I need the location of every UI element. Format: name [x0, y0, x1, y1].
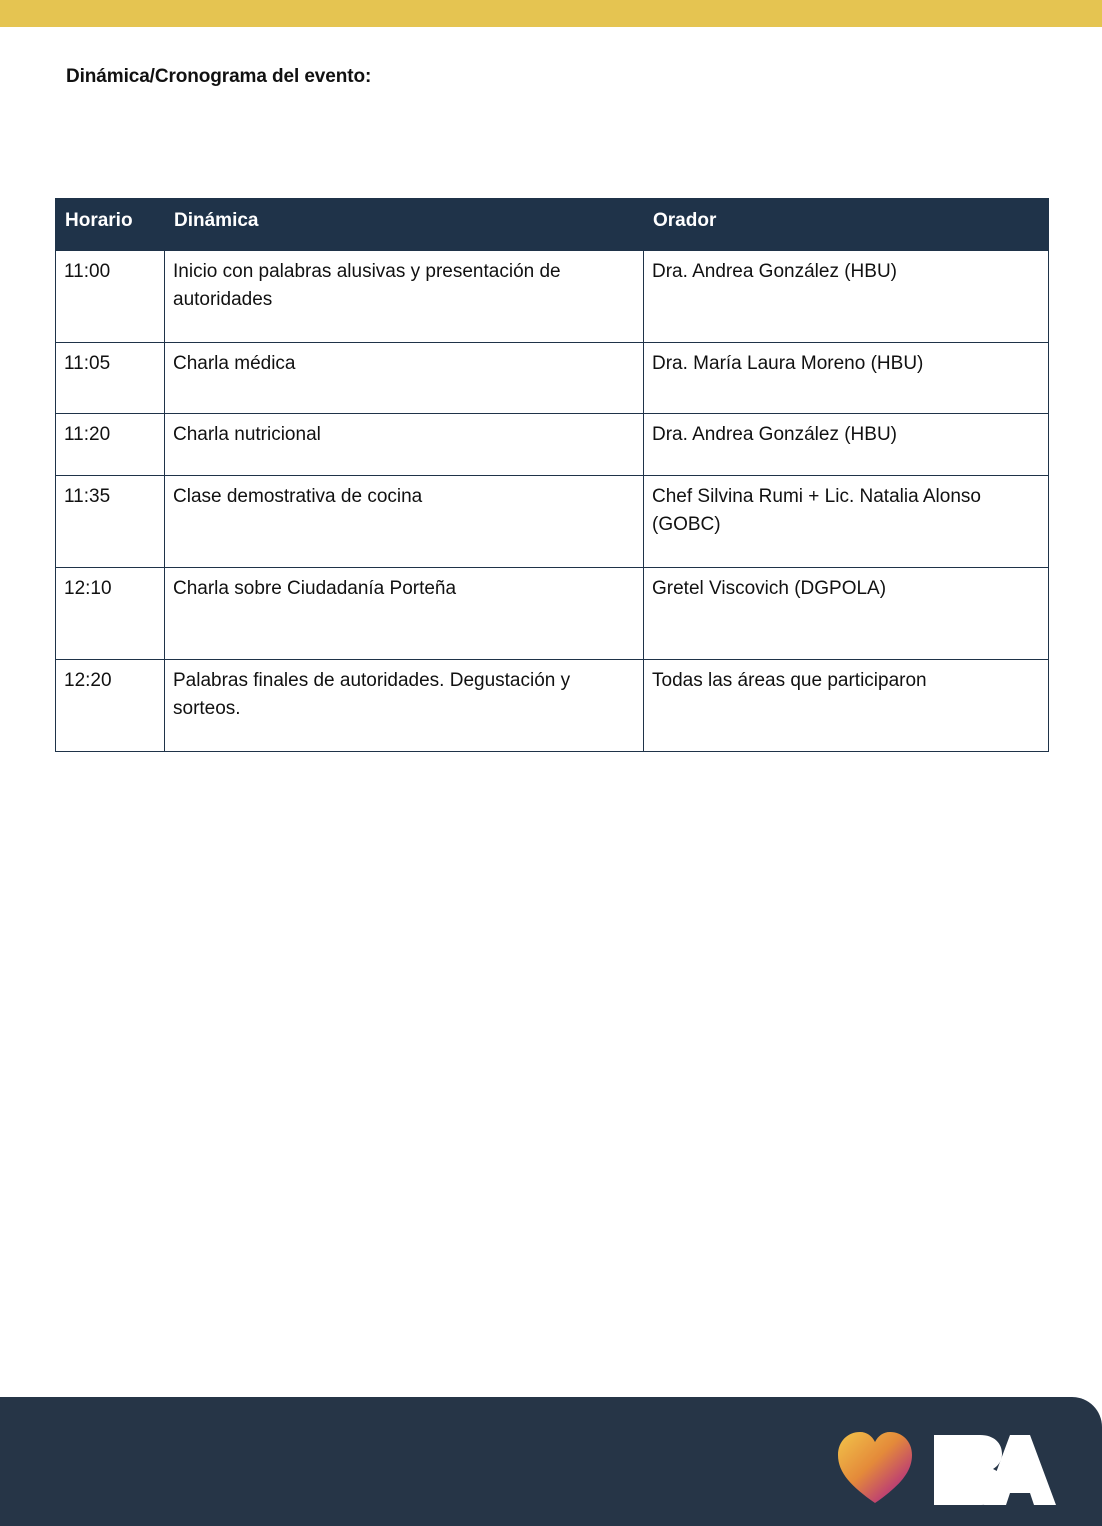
cell-time: 12:10	[56, 568, 165, 660]
cell-activity: Charla médica	[165, 343, 644, 414]
cell-speaker: Dra. Andrea González (HBU)	[644, 251, 1049, 343]
table-row	[56, 251, 1049, 343]
cell-activity: Inicio con palabras alusivas y presentación de autoridades	[165, 251, 644, 343]
heart-icon	[838, 1432, 912, 1503]
table-row	[56, 414, 1049, 476]
section-heading: Dinámica/Cronograma del evento:	[66, 66, 372, 87]
table-header-row	[56, 199, 1049, 251]
cell-activity: Clase demostrativa de cocina	[165, 476, 644, 568]
top-accent-bar	[0, 0, 1102, 27]
cell-activity: Palabras finales de autoridades. Degustación y sorteos.	[165, 660, 644, 752]
cell-activity: Charla sobre Ciudadanía Porteña	[165, 568, 644, 660]
ba-logo-letters	[934, 1435, 1056, 1505]
cell-activity: Charla nutricional	[165, 414, 644, 476]
cell-speaker: Dra. Andrea González (HBU)	[644, 414, 1049, 476]
schedule-table	[55, 198, 1049, 752]
header-horario: Horario	[56, 199, 165, 251]
cell-time: 11:35	[56, 476, 165, 568]
header-dinamica: Dinámica	[165, 199, 644, 251]
table-row	[56, 568, 1049, 660]
header-orador: Orador	[644, 199, 1049, 251]
ba-logo	[834, 1427, 1064, 1507]
cell-time: 11:05	[56, 343, 165, 414]
cell-speaker: Todas las áreas que participaron	[644, 660, 1049, 752]
cell-speaker: Gretel Viscovich (DGPOLA)	[644, 568, 1049, 660]
table-row	[56, 343, 1049, 414]
cell-time: 12:20	[56, 660, 165, 752]
footer-band	[0, 1397, 1102, 1526]
cell-time: 11:00	[56, 251, 165, 343]
table-row	[56, 660, 1049, 752]
cell-speaker: Chef Silvina Rumi + Lic. Natalia Alonso (GOBC)	[644, 476, 1049, 568]
cell-time: 11:20	[56, 414, 165, 476]
cell-speaker: Dra. María Laura Moreno (HBU)	[644, 343, 1049, 414]
table-row	[56, 476, 1049, 568]
